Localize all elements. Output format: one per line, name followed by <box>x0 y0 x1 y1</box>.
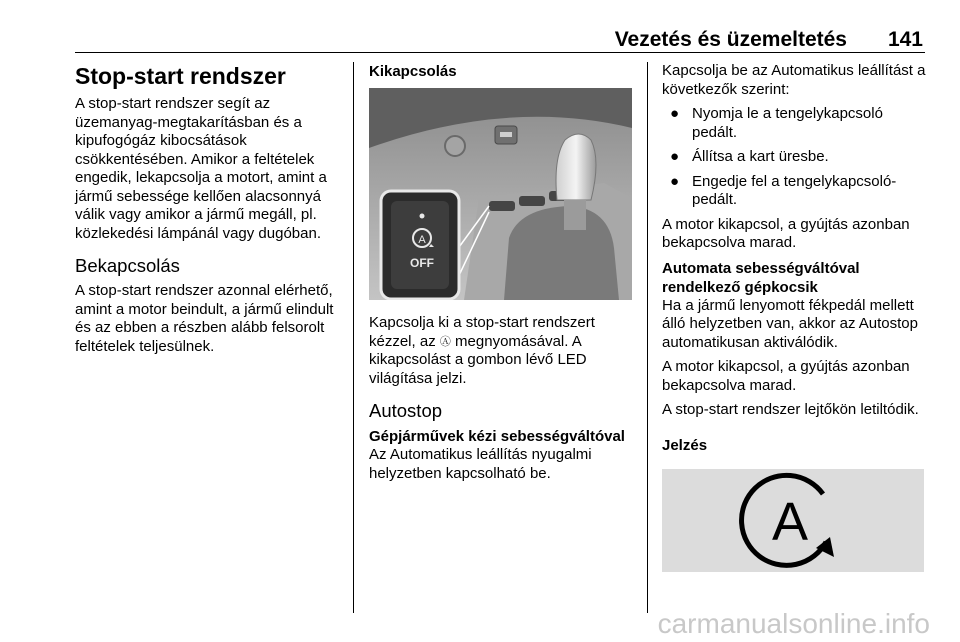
deactivation-text-end: megnyomásával. A kikapcsolást a gombon lévő LED világítása jelzi. <box>369 332 587 387</box>
steps-list <box>662 105 930 210</box>
watermark: carmanualsonline.info <box>657 608 930 639</box>
list-item <box>662 105 930 142</box>
autostop-off-icon: Ⓐ <box>439 335 451 348</box>
intro-paragraph: A stop-start rendszer segít az üzemanyag-megtakarításban és a kipufogógáz kibocsátások csökkentésében. Amikor a feltételek engedik, lekapcsolja a motort, amint a jármű sebessége kellően alacsonnyá válik vagy amikor a jármű megáll, pl. közlekedési lámpánál vagy dugóban. <box>75 95 327 242</box>
column-divider-2 <box>647 62 648 613</box>
automatic-transmission-paragraph: Ha a jármű lenyomott fékpedál mellett álló helyzetben van, akkor az Autostop automatikusan aktiválódik. <box>662 296 918 351</box>
svg-text:A: A <box>418 234 426 246</box>
list-item <box>662 148 930 167</box>
hill-paragraph: A stop-start rendszer lejtőkön letiltódik. <box>662 401 919 418</box>
autostop-heading: Autostop <box>369 400 443 421</box>
deactivation-paragraph <box>369 314 634 388</box>
deactivation-text-start: Kapcsolja ki a stop-start rendszert kézzel, az <box>369 314 595 350</box>
page-number: 141 <box>887 28 923 51</box>
column-middle <box>369 62 634 489</box>
list-item-text: Nyomja le a tengelykapcsoló pedált. <box>692 105 883 141</box>
column-right <box>662 62 930 577</box>
gear-console-figure <box>369 88 632 300</box>
list-item-text: Engedje fel a tengelykapcsoló-pedált. <box>692 172 897 208</box>
engine-off-paragraph-2: A motor kikapcsol, a gyújtás azonban bekapcsolva marad. <box>662 358 910 394</box>
indicator-letter: A <box>771 491 809 552</box>
column-left <box>75 62 343 362</box>
bullet-icon: ● <box>670 105 680 122</box>
bullet-icon: ● <box>670 172 680 190</box>
activation-heading: Bekapcsolás <box>75 255 180 276</box>
page-header <box>75 28 925 52</box>
header-title: Vezetés és üzemeltetés <box>614 28 847 51</box>
steps-intro: Kapcsolja be az Automatikus leállítást a következők szerint: <box>662 62 926 98</box>
list-item-text: Állítsa a kart üresbe. <box>692 148 829 165</box>
column-divider-1 <box>353 62 354 613</box>
indication-heading: Jelzés <box>662 436 708 454</box>
manual-transmission-heading: Gépjárművek kézi sebességváltóval <box>369 428 625 445</box>
off-button-label: OFF <box>410 256 434 270</box>
bullet-icon: ● <box>670 148 680 165</box>
automatic-transmission-heading: Automata sebességváltóval rendelkező gépkocsik <box>662 259 860 296</box>
engine-off-paragraph: A motor kikapcsol, a gyújtás azonban bekapcsolva marad. <box>662 215 910 251</box>
manual-transmission-paragraph: Az Automatikus leállítás nyugalmi helyzetben kapcsolható be. <box>369 446 592 482</box>
list-item <box>662 173 930 210</box>
deactivation-heading: Kikapcsolás <box>369 63 457 80</box>
autostop-indicator-figure <box>662 469 924 572</box>
activation-paragraph: A stop-start rendszer azonnal elérhető, amint a motor beindult, a jármű elindult és az ebben a részben alább felsorolt feltételek teljesülnek. <box>75 282 334 355</box>
header-rule <box>75 52 925 53</box>
section-heading: Stop-start rendszer <box>75 63 286 89</box>
